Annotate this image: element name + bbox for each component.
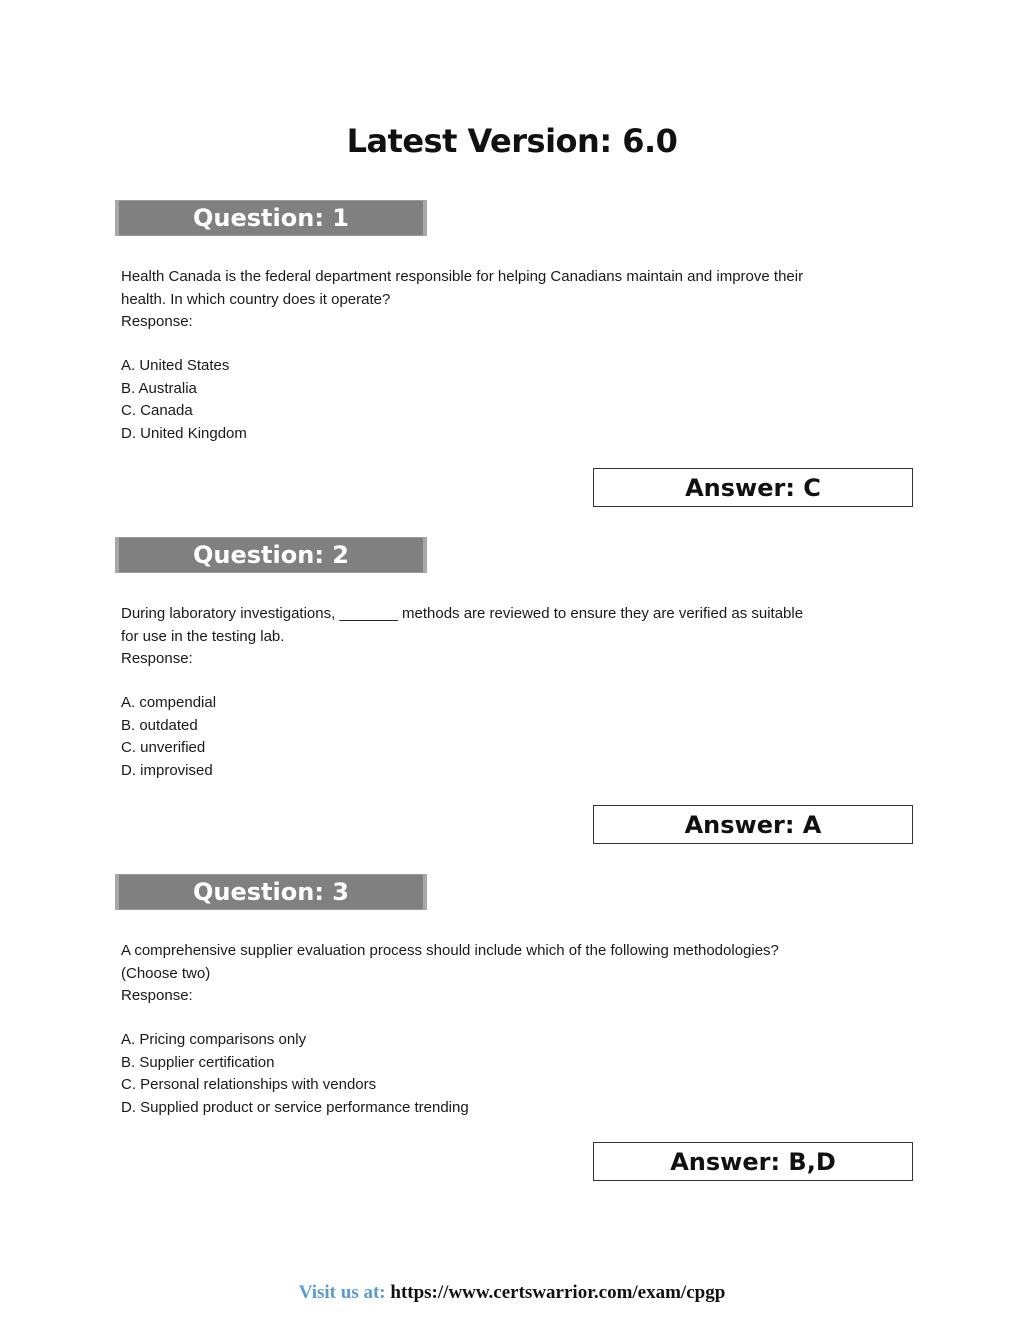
answer-box: Answer: A (593, 805, 913, 844)
question-text-line: During laboratory investigations, _______ methods are reviewed to ensure they are verified as suitable (121, 605, 804, 622)
option-a: A. United States (121, 357, 230, 374)
answer-box: Answer: B,D (593, 1142, 913, 1181)
option-c: C. Canada (121, 402, 193, 419)
option-list (121, 1029, 821, 1119)
option-a: A. Pricing comparisons only (121, 1031, 307, 1048)
question-text-line: Health Canada is the federal department responsible for helping Canadians maintain and improve their (121, 268, 804, 285)
question-text (121, 940, 911, 1008)
footer-url-link[interactable]: https://www.certswarrior.com/exam/cpgp (390, 1282, 726, 1303)
option-c: C. unverified (121, 739, 206, 756)
question-text (121, 266, 911, 334)
question-text-line: for use in the testing lab. (121, 627, 285, 645)
option-d: D. United Kingdom (121, 424, 247, 442)
response-label: Response: (121, 987, 193, 1004)
option-d: D. improvised (121, 761, 213, 779)
page-title: Latest Version: 6.0 (346, 122, 678, 160)
option-b: B. Supplier certification (121, 1053, 275, 1071)
response-label: Response: (121, 313, 193, 330)
question-header: Question: 2 (115, 537, 427, 573)
question-header: Question: 1 (115, 200, 427, 236)
response-label: Response: (121, 650, 193, 667)
question-header: Question: 3 (115, 874, 427, 910)
option-list (121, 692, 821, 782)
question-text-line: (Choose two) (121, 964, 211, 982)
option-d: D. Supplied product or service performance trending (121, 1098, 469, 1116)
answer-box: Answer: C (593, 468, 913, 507)
question-text-line: A comprehensive supplier evaluation process should include which of the following methodologies? (121, 942, 779, 959)
option-list (121, 355, 821, 445)
option-a: A. compendial (121, 694, 217, 711)
option-b: B. outdated (121, 716, 198, 734)
question-text-line: health. In which country does it operate? (121, 290, 391, 308)
option-b: B. Australia (121, 379, 197, 397)
question-text (121, 603, 911, 671)
option-c: C. Personal relationships with vendors (121, 1076, 377, 1093)
footer-label: Visit us at: (298, 1282, 386, 1303)
footer (0, 1282, 1024, 1304)
